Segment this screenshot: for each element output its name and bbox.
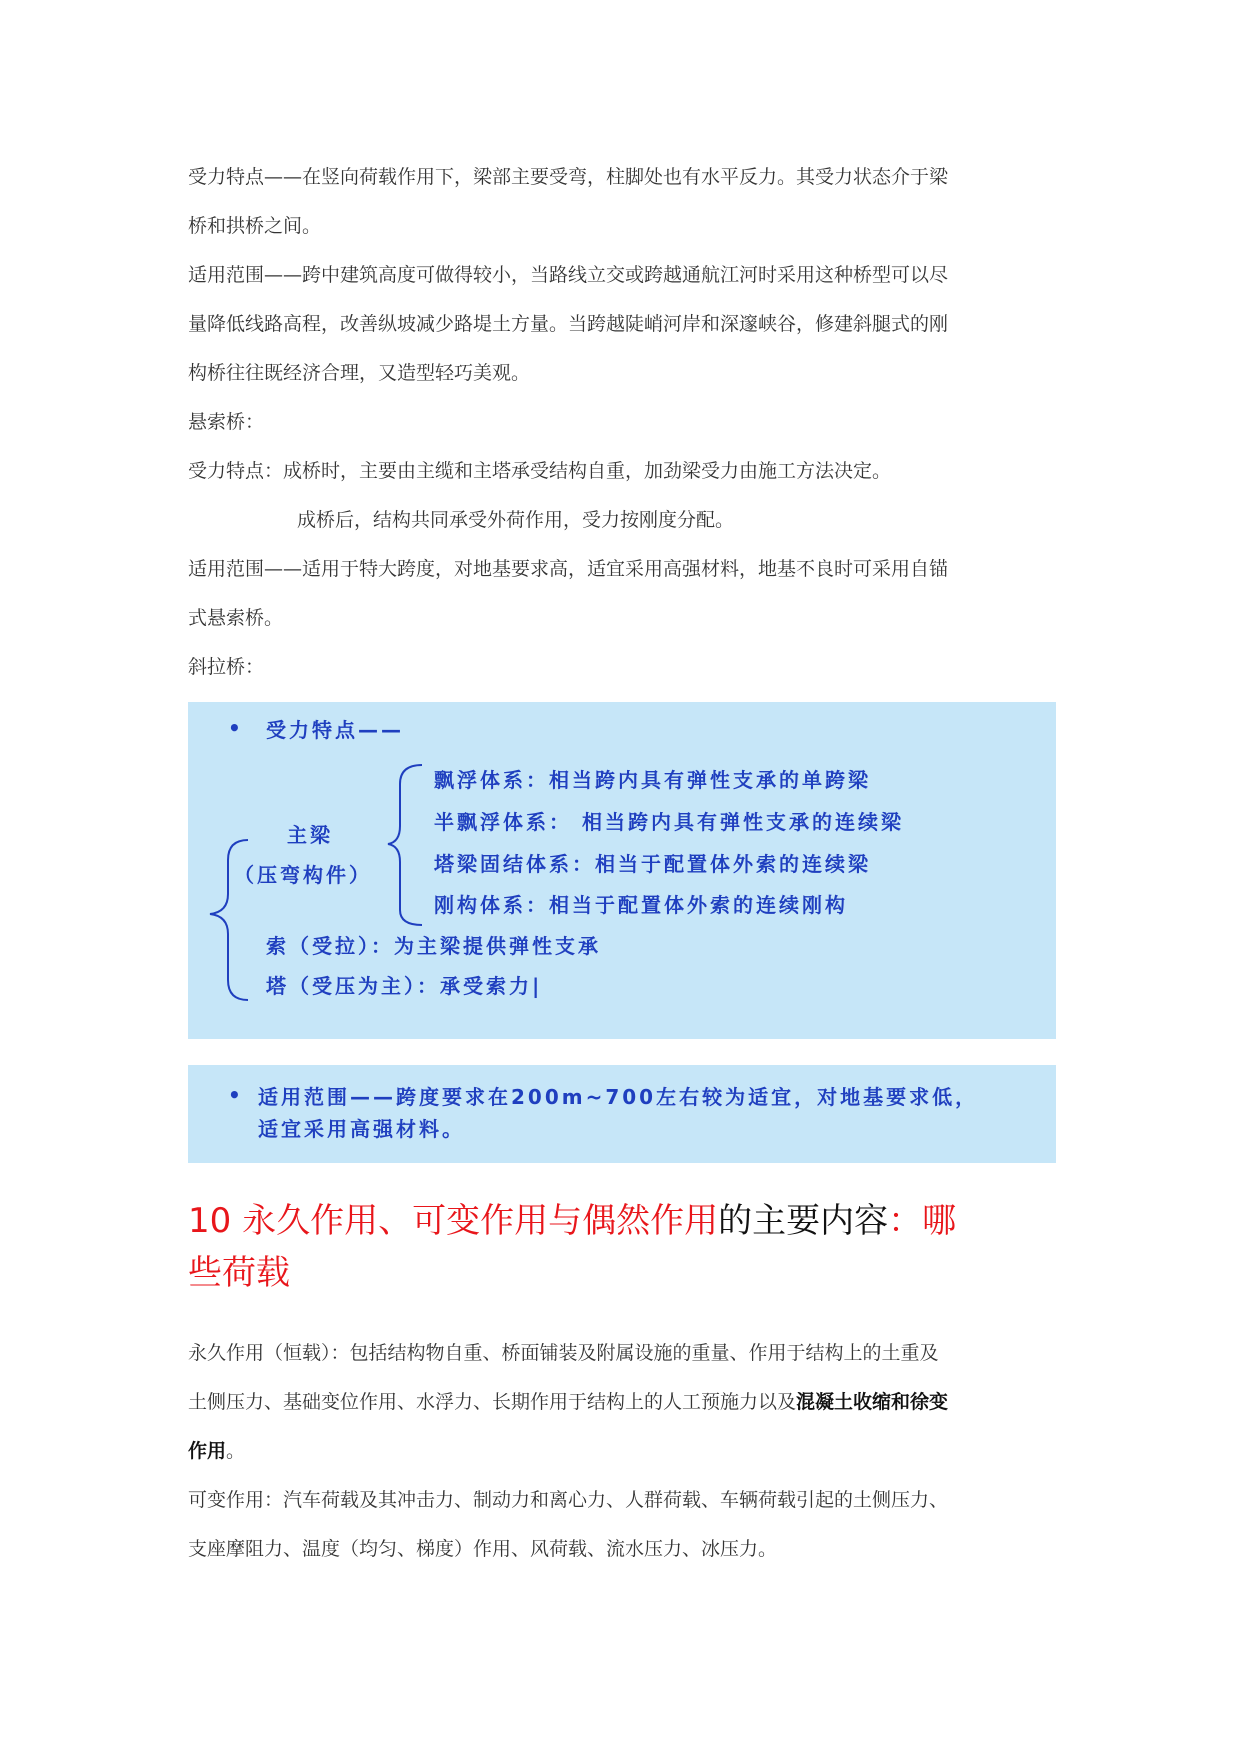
paragraph — [188, 1427, 1068, 1476]
cable-stayed-range-panel — [188, 1065, 1056, 1163]
range-line: 适用范围——跨度要求在200m~700左右较为适宜，对地基要求低， — [258, 1085, 979, 1109]
system-item: 刚构体系：相当于配置体外索的连续刚构 — [434, 893, 848, 917]
cable-stayed-force-panel — [188, 702, 1056, 1039]
panel-title: 受力特点—— — [266, 718, 404, 742]
text-run: 。 — [226, 1440, 246, 1462]
heading-black-text: 的主要内容 — [718, 1201, 889, 1241]
system-item: 半飘浮体系： 相当跨内具有弹性支承的连续梁 — [434, 810, 904, 834]
bullet: • — [228, 716, 244, 740]
document-body — [188, 153, 1068, 1574]
system-item: 飘浮体系：相当跨内具有弹性支承的单跨梁 — [434, 768, 871, 792]
paragraph: 受力特点：成桥时，主要由主缆和主塔承受结构自重，加劲梁受力由施工方法决定。 — [188, 460, 892, 482]
paragraph: 受力特点——在竖向荷载作用下，梁部主要受弯，柱脚处也有水平反力。其受力状态介于梁 — [188, 166, 949, 188]
paragraph: 式悬索桥。 — [188, 607, 284, 629]
paragraph: 量降低线路高程，改善纵坡减少路堤土方量。当跨越陡峭河岸和深邃峡谷，修建斜腿式的刚 — [188, 313, 949, 335]
paragraph: 成桥后，结构共同承受外荷作用，受力按刚度分配。 — [297, 509, 735, 531]
paragraph: 适用范围——适用于特大跨度，对地基要求高，适宜采用高强材料，地基不良时可采用自锚 — [188, 558, 949, 580]
main-beam-sub-label: （压弯构件） — [234, 863, 372, 887]
main-beam-label: 主梁 — [287, 823, 333, 847]
paragraph: 适用范围——跨中建筑高度可做得较小，当路线立交或跨越通航江河时采用这种桥型可以尽 — [188, 264, 949, 286]
system-item: 塔梁固结体系：相当于配置体外索的连续梁 — [434, 852, 871, 876]
section-heading — [188, 1195, 1068, 1299]
bullet: • — [228, 1083, 244, 1107]
paragraph: 支座摩阻力、温度（均匀、梯度）作用、风荷载、流水压力、冰压力。 — [188, 1538, 778, 1560]
paragraph: 桥和拱桥之间。 — [188, 215, 322, 237]
paragraph: 构桥往往既经济合理，又造型轻巧美观。 — [188, 362, 531, 384]
heading-line — [188, 1195, 1068, 1247]
paragraph: 可变作用：汽车荷载及其冲击力、制动力和离心力、人群荷载、车辆荷载引起的土侧压力、 — [188, 1489, 949, 1511]
text-run: 土侧压力、基础变位作用、水浮力、长期作用于结构上的人工预施力以及 — [188, 1391, 797, 1413]
section-label: 斜拉桥： — [188, 656, 265, 678]
cable-item: 索（受拉）：为主梁提供弹性支承 — [266, 934, 601, 958]
heading-red-text: ：哪 — [888, 1201, 957, 1241]
paragraph — [188, 1378, 1068, 1427]
section-label: 悬索桥： — [188, 411, 265, 433]
bold-text-run: 混凝土收缩和徐变 — [796, 1391, 949, 1413]
tower-item: 塔（受压为主）：承受索力| — [266, 974, 543, 998]
heading-line: 些荷载 — [188, 1253, 290, 1293]
bold-text-run: 作用 — [188, 1440, 227, 1462]
range-line: 适宜采用高强材料。 — [258, 1117, 465, 1141]
heading-red-text: 10 永久作用、可变作用与偶然作用 — [188, 1201, 719, 1241]
paragraph: 永久作用（恒载）：包括结构物自重、桥面铺装及附属设施的重量、作用于结构上的土重及 — [188, 1342, 939, 1364]
